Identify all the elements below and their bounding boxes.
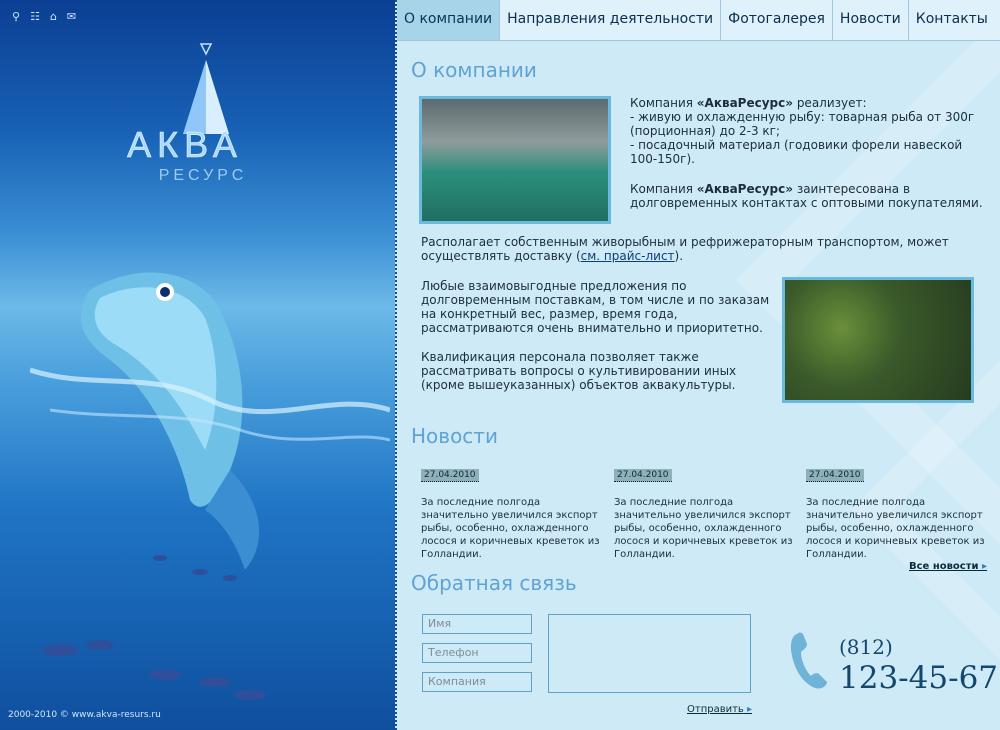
news-item <box>806 462 986 561</box>
nav-about[interactable]: О компании <box>397 0 500 40</box>
arrow-right-icon: ▸ <box>747 704 753 715</box>
phone-icon <box>789 630 829 690</box>
price-list-link[interactable]: см. прайс-лист <box>580 249 675 263</box>
all-news-link[interactable]: Все новости ▸ <box>909 561 988 572</box>
news-date[interactable]: 27.04.2010 <box>421 469 479 482</box>
news-text: За последние полгода значительно увеличился экспорт рыбы, особенно, охлажденного лосося и коричневых креветок из Голландии. <box>614 497 793 560</box>
message-field[interactable] <box>548 614 751 693</box>
news-item <box>421 462 601 561</box>
about-text-5: Квалификация персонала позволяет также рассматривать вопросы о культивировании иных (кроме вышеуказанных) объектов аквакультуры. <box>421 350 737 392</box>
news-date[interactable]: 27.04.2010 <box>614 469 672 482</box>
small-fish <box>0 540 395 720</box>
feedback-heading: Обратная связь <box>411 571 577 595</box>
about-text-2: Компания «АкваРесурс» заинтересована в долговременных контактах с оптовыми покупателями. <box>630 182 983 210</box>
about-text-3: Располагает собственным живорыбным и рефрижераторным транспортом, может осуществлять доставку (см. прайс-лист). <box>421 235 949 263</box>
sitemap-icon[interactable]: ☷ <box>30 10 40 23</box>
logo[interactable] <box>85 42 285 192</box>
company-name: «АкваРесурс» <box>696 96 793 110</box>
content-area <box>395 0 1000 730</box>
search-icon[interactable]: ⚲ <box>12 10 21 23</box>
logo-main: АКВА <box>127 124 243 165</box>
fry-photo[interactable] <box>782 277 974 403</box>
news-item <box>614 462 794 561</box>
name-field[interactable]: Имя <box>422 614 532 634</box>
nav-activities[interactable]: Направления деятельности <box>500 0 721 40</box>
news-heading: Новости <box>411 424 498 448</box>
about-text-1: Компания «АкваРесурс» реализует: - живую и охлажденную рыбу: товарная рыба от 300г (порционная) до 2-3 кг; - посадочный материал (годовики форели навеской 100-150г). <box>630 96 975 166</box>
arrow-right-icon: ▸ <box>982 561 988 572</box>
company-name: «АкваРесурс» <box>696 182 793 196</box>
news-text: За последние полгода значительно увеличился экспорт рыбы, особенно, охлажденного лосося и коричневых креветок из Голландии. <box>421 497 600 560</box>
mail-icon[interactable]: ✉ <box>66 10 77 23</box>
nav-news[interactable]: Новости <box>833 0 909 40</box>
company-field[interactable]: Компания <box>422 672 532 692</box>
home-icon[interactable]: ⌂ <box>49 10 57 23</box>
top-icons <box>12 10 76 24</box>
phone-code: (812) <box>839 635 893 659</box>
nav-contacts[interactable]: Контакты <box>915 11 988 27</box>
about-text-4: Любые взаимовыгодные предложения по долговременным поставкам, в том числе и по заказам на конкретный вес, размер, время года, рассматриваются очень внимательно и приоритетно. <box>421 279 770 335</box>
copyright: 2000-2010 © www.akva-resurs.ru <box>8 710 161 720</box>
fish-farm-photo[interactable] <box>419 96 611 224</box>
phone-number: 123-45-67 <box>839 660 999 696</box>
news-date[interactable]: 27.04.2010 <box>806 469 864 482</box>
news-text: За последние полгода значительно увеличился экспорт рыбы, особенно, охлажденного лосося и коричневых креветок из Голландии. <box>806 497 985 560</box>
phone-field[interactable]: Телефон <box>422 643 532 663</box>
left-banner <box>0 0 395 730</box>
main-nav <box>397 0 1000 41</box>
send-button[interactable]: Отправить ▸ <box>687 704 753 715</box>
fish-illustration <box>30 250 390 590</box>
about-heading: О компании <box>411 58 537 82</box>
logo-sub: РЕСУРС <box>158 167 248 184</box>
nav-gallery[interactable]: Фотогалерея <box>721 0 833 40</box>
